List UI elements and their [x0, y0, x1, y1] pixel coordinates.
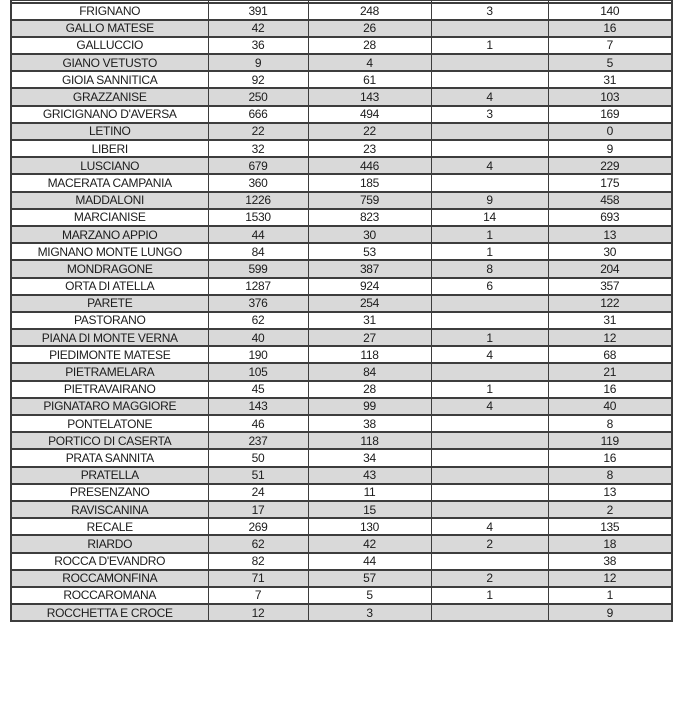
- value-cell-1: 190: [208, 346, 308, 363]
- value-cell-1: 679: [208, 157, 308, 174]
- value-cell-1: 46: [208, 415, 308, 432]
- value-cell-3: 6: [431, 278, 548, 295]
- municipality-name-cell: ORTA DI ATELLA: [11, 278, 208, 295]
- value-cell-4: 16: [548, 381, 672, 398]
- municipality-name-cell: RAVISCANINA: [11, 501, 208, 518]
- municipality-name-cell: GALLUCCIO: [11, 37, 208, 54]
- value-cell-1: 376: [208, 295, 308, 312]
- table-row: [11, 553, 672, 570]
- value-cell-4: 357: [548, 278, 672, 295]
- value-cell-4: 122: [548, 295, 672, 312]
- table-row: [11, 209, 672, 226]
- table-row: [11, 432, 672, 449]
- value-cell-1: 45: [208, 381, 308, 398]
- value-cell-2: 57: [308, 570, 431, 587]
- value-cell-4: 31: [548, 71, 672, 88]
- value-cell-2: 494: [308, 106, 431, 123]
- value-cell-3: 4: [431, 157, 548, 174]
- value-cell-1: 599: [208, 260, 308, 277]
- table-row: [11, 157, 672, 174]
- municipality-name-cell: PRESENZANO: [11, 484, 208, 501]
- value-cell-1: 143: [208, 398, 308, 415]
- value-cell-4: 119: [548, 432, 672, 449]
- value-cell-2: 5: [308, 587, 431, 604]
- value-cell-1: 269: [208, 518, 308, 535]
- value-cell-1: 12: [208, 604, 308, 621]
- value-cell-3: 3: [431, 106, 548, 123]
- value-cell-3: 4: [431, 518, 548, 535]
- table-row: [11, 192, 672, 209]
- table-row: [11, 295, 672, 312]
- municipality-name-cell: ROCCA D'EVANDRO: [11, 553, 208, 570]
- value-cell-2: 42: [308, 535, 431, 552]
- value-cell-1: 666: [208, 106, 308, 123]
- table-row: [11, 587, 672, 604]
- value-cell-1: 237: [208, 432, 308, 449]
- value-cell-1: 1226: [208, 192, 308, 209]
- table-row: [11, 398, 672, 415]
- value-cell-4: 204: [548, 260, 672, 277]
- value-cell-1: 17: [208, 501, 308, 518]
- value-cell-1: 84: [208, 243, 308, 260]
- value-cell-3: [431, 174, 548, 191]
- value-cell-3: 2: [431, 570, 548, 587]
- value-cell-4: 229: [548, 157, 672, 174]
- value-cell-1: 360: [208, 174, 308, 191]
- value-cell-4: 40: [548, 398, 672, 415]
- value-cell-4: 140: [548, 3, 672, 20]
- value-cell-4: 12: [548, 570, 672, 587]
- value-cell-1: 62: [208, 535, 308, 552]
- municipality-name-cell: LIBERI: [11, 140, 208, 157]
- value-cell-3: [431, 312, 548, 329]
- municipality-name-cell: RECALE: [11, 518, 208, 535]
- value-cell-2: 34: [308, 449, 431, 466]
- value-cell-2: 38: [308, 415, 431, 432]
- municipality-name-cell: MONDRAGONE: [11, 260, 208, 277]
- municipality-name-cell: GIANO VETUSTO: [11, 54, 208, 71]
- municipality-name-cell: PIANA DI MONTE VERNA: [11, 329, 208, 346]
- value-cell-4: 38: [548, 553, 672, 570]
- value-cell-3: 1: [431, 243, 548, 260]
- value-cell-2: 30: [308, 226, 431, 243]
- table-row: [11, 260, 672, 277]
- municipality-name-cell: PIGNATARO MAGGIORE: [11, 398, 208, 415]
- value-cell-4: 8: [548, 415, 672, 432]
- table-row: [11, 3, 672, 20]
- table-row: [11, 106, 672, 123]
- municipality-name-cell: ROCCAMONFINA: [11, 570, 208, 587]
- value-cell-3: 4: [431, 398, 548, 415]
- value-cell-2: 118: [308, 432, 431, 449]
- value-cell-2: 15: [308, 501, 431, 518]
- value-cell-1: 50: [208, 449, 308, 466]
- table-row: [11, 37, 672, 54]
- value-cell-4: 68: [548, 346, 672, 363]
- value-cell-2: 387: [308, 260, 431, 277]
- table-row: [11, 71, 672, 88]
- value-cell-1: 9: [208, 54, 308, 71]
- table-row: [11, 501, 672, 518]
- value-cell-3: [431, 54, 548, 71]
- table-row: [11, 312, 672, 329]
- municipality-name-cell: GRAZZANISE: [11, 88, 208, 105]
- value-cell-4: 175: [548, 174, 672, 191]
- value-cell-3: 9: [431, 192, 548, 209]
- value-cell-3: 1: [431, 381, 548, 398]
- municipality-data-table: [10, 0, 673, 622]
- table-row: [11, 518, 672, 535]
- value-cell-3: 3: [431, 3, 548, 20]
- value-cell-3: 1: [431, 37, 548, 54]
- value-cell-4: 8: [548, 467, 672, 484]
- value-cell-4: 9: [548, 604, 672, 621]
- value-cell-3: [431, 123, 548, 140]
- table-row: [11, 604, 672, 621]
- table-row: [11, 174, 672, 191]
- value-cell-2: 53: [308, 243, 431, 260]
- value-cell-4: 21: [548, 363, 672, 380]
- value-cell-2: 823: [308, 209, 431, 226]
- municipality-name-cell: MARCIANISE: [11, 209, 208, 226]
- value-cell-1: 7: [208, 587, 308, 604]
- municipality-name-cell: MARZANO APPIO: [11, 226, 208, 243]
- table-row: [11, 243, 672, 260]
- value-cell-4: 30: [548, 243, 672, 260]
- municipality-name-cell: PIETRAMELARA: [11, 363, 208, 380]
- municipality-name-cell: PONTELATONE: [11, 415, 208, 432]
- value-cell-2: 11: [308, 484, 431, 501]
- value-cell-4: 135: [548, 518, 672, 535]
- municipality-name-cell: ROCCAROMANA: [11, 587, 208, 604]
- value-cell-2: 26: [308, 20, 431, 37]
- municipality-name-cell: LETINO: [11, 123, 208, 140]
- value-cell-4: 12: [548, 329, 672, 346]
- value-cell-2: 61: [308, 71, 431, 88]
- value-cell-3: [431, 467, 548, 484]
- value-cell-4: 13: [548, 484, 672, 501]
- value-cell-2: 43: [308, 467, 431, 484]
- municipality-name-cell: ROCCHETTA E CROCE: [11, 604, 208, 621]
- municipality-name-cell: PRATELLA: [11, 467, 208, 484]
- value-cell-3: 4: [431, 88, 548, 105]
- value-cell-4: 9: [548, 140, 672, 157]
- value-cell-3: [431, 363, 548, 380]
- table-row: [11, 226, 672, 243]
- value-cell-1: 1287: [208, 278, 308, 295]
- value-cell-2: 143: [308, 88, 431, 105]
- value-cell-3: [431, 295, 548, 312]
- table-row: [11, 467, 672, 484]
- value-cell-1: 36: [208, 37, 308, 54]
- value-cell-3: 2: [431, 535, 548, 552]
- value-cell-1: 250: [208, 88, 308, 105]
- value-cell-2: 924: [308, 278, 431, 295]
- value-cell-1: 71: [208, 570, 308, 587]
- value-cell-3: 1: [431, 226, 548, 243]
- table-row: [11, 415, 672, 432]
- table-row: [11, 278, 672, 295]
- value-cell-4: 458: [548, 192, 672, 209]
- value-cell-3: 14: [431, 209, 548, 226]
- table-row: [11, 123, 672, 140]
- value-cell-2: 22: [308, 123, 431, 140]
- value-cell-2: 27: [308, 329, 431, 346]
- value-cell-3: [431, 484, 548, 501]
- municipality-name-cell: GIOIA SANNITICA: [11, 71, 208, 88]
- value-cell-2: 99: [308, 398, 431, 415]
- table-row: [11, 329, 672, 346]
- value-cell-4: 693: [548, 209, 672, 226]
- value-cell-2: 248: [308, 3, 431, 20]
- municipality-name-cell: RIARDO: [11, 535, 208, 552]
- value-cell-2: 759: [308, 192, 431, 209]
- value-cell-2: 23: [308, 140, 431, 157]
- value-cell-4: 169: [548, 106, 672, 123]
- municipality-name-cell: PRATA SANNITA: [11, 449, 208, 466]
- municipality-name-cell: PORTICO DI CASERTA: [11, 432, 208, 449]
- table-row: [11, 140, 672, 157]
- value-cell-3: 1: [431, 329, 548, 346]
- value-cell-2: 118: [308, 346, 431, 363]
- value-cell-1: 62: [208, 312, 308, 329]
- value-cell-1: 105: [208, 363, 308, 380]
- value-cell-4: 16: [548, 449, 672, 466]
- table-row: [11, 54, 672, 71]
- value-cell-4: 103: [548, 88, 672, 105]
- value-cell-3: 1: [431, 587, 548, 604]
- value-cell-4: 31: [548, 312, 672, 329]
- value-cell-3: [431, 501, 548, 518]
- table-row: [11, 346, 672, 363]
- value-cell-3: [431, 553, 548, 570]
- table-row: [11, 535, 672, 552]
- value-cell-1: 1530: [208, 209, 308, 226]
- value-cell-3: [431, 604, 548, 621]
- table-row: [11, 381, 672, 398]
- value-cell-3: [431, 432, 548, 449]
- municipality-name-cell: PASTORANO: [11, 312, 208, 329]
- value-cell-2: 84: [308, 363, 431, 380]
- value-cell-1: 82: [208, 553, 308, 570]
- municipality-name-cell: MACERATA CAMPANIA: [11, 174, 208, 191]
- value-cell-2: 31: [308, 312, 431, 329]
- value-cell-2: 4: [308, 54, 431, 71]
- municipality-name-cell: MADDALONI: [11, 192, 208, 209]
- table-row: [11, 88, 672, 105]
- value-cell-4: 0: [548, 123, 672, 140]
- value-cell-1: 32: [208, 140, 308, 157]
- value-cell-1: 391: [208, 3, 308, 20]
- table-row: [11, 20, 672, 37]
- value-cell-1: 92: [208, 71, 308, 88]
- value-cell-2: 44: [308, 553, 431, 570]
- value-cell-1: 24: [208, 484, 308, 501]
- value-cell-3: 4: [431, 346, 548, 363]
- value-cell-2: 28: [308, 37, 431, 54]
- value-cell-3: [431, 71, 548, 88]
- value-cell-3: 8: [431, 260, 548, 277]
- municipality-name-cell: FRIGNANO: [11, 3, 208, 20]
- value-cell-2: 185: [308, 174, 431, 191]
- municipality-name-cell: LUSCIANO: [11, 157, 208, 174]
- table-row: [11, 570, 672, 587]
- municipality-name-cell: PIEDIMONTE MATESE: [11, 346, 208, 363]
- value-cell-2: 28: [308, 381, 431, 398]
- value-cell-2: 130: [308, 518, 431, 535]
- value-cell-1: 44: [208, 226, 308, 243]
- value-cell-2: 254: [308, 295, 431, 312]
- value-cell-1: 42: [208, 20, 308, 37]
- municipality-name-cell: PARETE: [11, 295, 208, 312]
- value-cell-4: 7: [548, 37, 672, 54]
- value-cell-4: 16: [548, 20, 672, 37]
- value-cell-1: 40: [208, 329, 308, 346]
- table-row: [11, 363, 672, 380]
- value-cell-3: [431, 449, 548, 466]
- value-cell-4: 2: [548, 501, 672, 518]
- value-cell-2: 446: [308, 157, 431, 174]
- value-cell-4: 18: [548, 535, 672, 552]
- value-cell-1: 22: [208, 123, 308, 140]
- table-row: [11, 449, 672, 466]
- value-cell-1: 51: [208, 467, 308, 484]
- municipality-name-cell: PIETRAVAIRANO: [11, 381, 208, 398]
- value-cell-3: [431, 415, 548, 432]
- value-cell-3: [431, 20, 548, 37]
- value-cell-4: 1: [548, 587, 672, 604]
- value-cell-4: 13: [548, 226, 672, 243]
- table-body: [11, 1, 672, 622]
- municipality-name-cell: GALLO MATESE: [11, 20, 208, 37]
- value-cell-4: 5: [548, 54, 672, 71]
- value-cell-3: [431, 140, 548, 157]
- municipality-name-cell: GRICIGNANO D'AVERSA: [11, 106, 208, 123]
- table-row: [11, 484, 672, 501]
- municipality-name-cell: MIGNANO MONTE LUNGO: [11, 243, 208, 260]
- value-cell-2: 3: [308, 604, 431, 621]
